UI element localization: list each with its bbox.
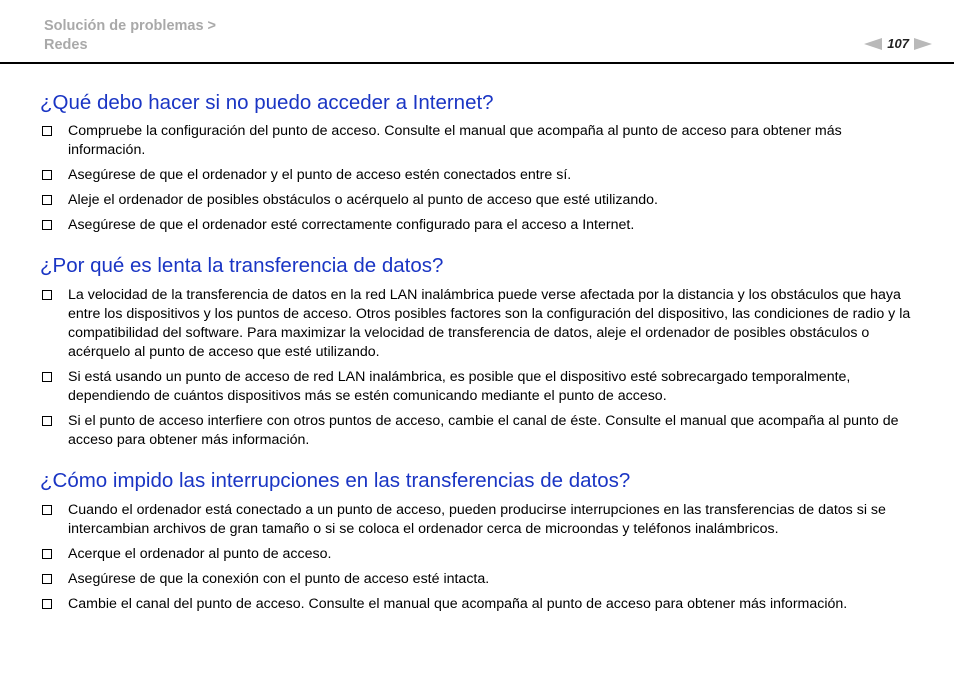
page-number: 107 bbox=[887, 36, 909, 51]
checklist bbox=[40, 501, 920, 614]
list-item bbox=[40, 216, 920, 235]
section-title: ¿Por qué es lenta la transferencia de datos? bbox=[40, 254, 444, 277]
list-item bbox=[40, 412, 920, 450]
section-title: ¿Cómo impido las interrupciones en las transferencias de datos? bbox=[40, 469, 631, 492]
list-item-text: La velocidad de la transferencia de datos en la red LAN inalámbrica puede verse afectada por la distancia y los obstáculos que haya entre los dispositivos y los puntos de acceso. Otros posibles factores son la configuración del dispositivo, las condiciones de radio y la compatibilidad del software. Para maximizar la velocidad de transferencia de datos, aleje el ordenador de posibles obstáculos o acérquelo al punto de acceso que esté utilizando. bbox=[68, 287, 911, 360]
checkbox-bullet-icon bbox=[42, 574, 52, 584]
list-item-text: Asegúrese de que la conexión con el punto de acceso esté intacta. bbox=[68, 571, 490, 587]
checklist bbox=[40, 286, 920, 450]
checkbox-bullet-icon bbox=[42, 126, 52, 136]
checkbox-bullet-icon bbox=[42, 372, 52, 382]
list-item bbox=[40, 166, 920, 185]
checkbox-bullet-icon bbox=[42, 599, 52, 609]
checkbox-bullet-icon bbox=[42, 505, 52, 515]
list-item bbox=[40, 368, 920, 406]
list-item-text: Asegúrese de que el ordenador esté correctamente configurado para el acceso a Internet. bbox=[68, 217, 635, 233]
main-content bbox=[40, 89, 920, 620]
list-item bbox=[40, 501, 920, 539]
checklist bbox=[40, 122, 920, 235]
checkbox-bullet-icon bbox=[42, 416, 52, 426]
section-transfer-interruptions bbox=[40, 467, 920, 614]
section-title: ¿Qué debo hacer si no puedo acceder a Internet? bbox=[40, 91, 494, 114]
list-item-text: Acerque el ordenador al punto de acceso. bbox=[68, 546, 332, 562]
list-item-text: Compruebe la configuración del punto de acceso. Consulte el manual que acompaña al punto de acceso para obtener más información. bbox=[68, 123, 842, 158]
header-divider bbox=[0, 62, 954, 64]
section-internet-access bbox=[40, 89, 920, 235]
checkbox-bullet-icon bbox=[42, 290, 52, 300]
list-item bbox=[40, 286, 920, 362]
list-item bbox=[40, 191, 920, 210]
list-item-text: Aleje el ordenador de posibles obstáculos o acérquelo al punto de acceso que esté utilizando. bbox=[68, 192, 658, 208]
list-item-text: Asegúrese de que el ordenador y el punto de acceso estén conectados entre sí. bbox=[68, 167, 572, 183]
next-page-arrow-icon[interactable] bbox=[914, 38, 932, 50]
checkbox-bullet-icon bbox=[42, 170, 52, 180]
checkbox-bullet-icon bbox=[42, 549, 52, 559]
list-item bbox=[40, 122, 920, 160]
section-slow-transfer bbox=[40, 252, 920, 450]
page-navigation bbox=[864, 36, 932, 51]
list-item bbox=[40, 545, 920, 564]
list-item bbox=[40, 595, 920, 614]
breadcrumb-page[interactable]: Redes bbox=[44, 37, 88, 53]
list-item bbox=[40, 570, 920, 589]
breadcrumb bbox=[44, 17, 216, 55]
list-item-text: Cuando el ordenador está conectado a un punto de acceso, pueden producirse interrupciones en las transferencias de datos si se intercambian archivos de gran tamaño o si se coloca el ordenador cerca de microondas y teléfonos inalámbricos. bbox=[68, 502, 886, 537]
checkbox-bullet-icon bbox=[42, 220, 52, 230]
list-item-text: Si el punto de acceso interfiere con otros puntos de acceso, cambie el canal de éste. Consulte el manual que acompaña al punto de acceso para obtener más información. bbox=[68, 413, 899, 448]
previous-page-arrow-icon[interactable] bbox=[864, 38, 882, 50]
checkbox-bullet-icon bbox=[42, 195, 52, 205]
list-item-text: Si está usando un punto de acceso de red LAN inalámbrica, es posible que el dispositivo esté sobrecargado temporalmente, dependiendo de cuántos dispositivos más se estén comunicando mediante el punto de acceso. bbox=[68, 369, 851, 404]
list-item-text: Cambie el canal del punto de acceso. Consulte el manual que acompaña al punto de acceso para obtener más información. bbox=[68, 596, 848, 612]
breadcrumb-section[interactable]: Solución de problemas > bbox=[44, 18, 217, 34]
